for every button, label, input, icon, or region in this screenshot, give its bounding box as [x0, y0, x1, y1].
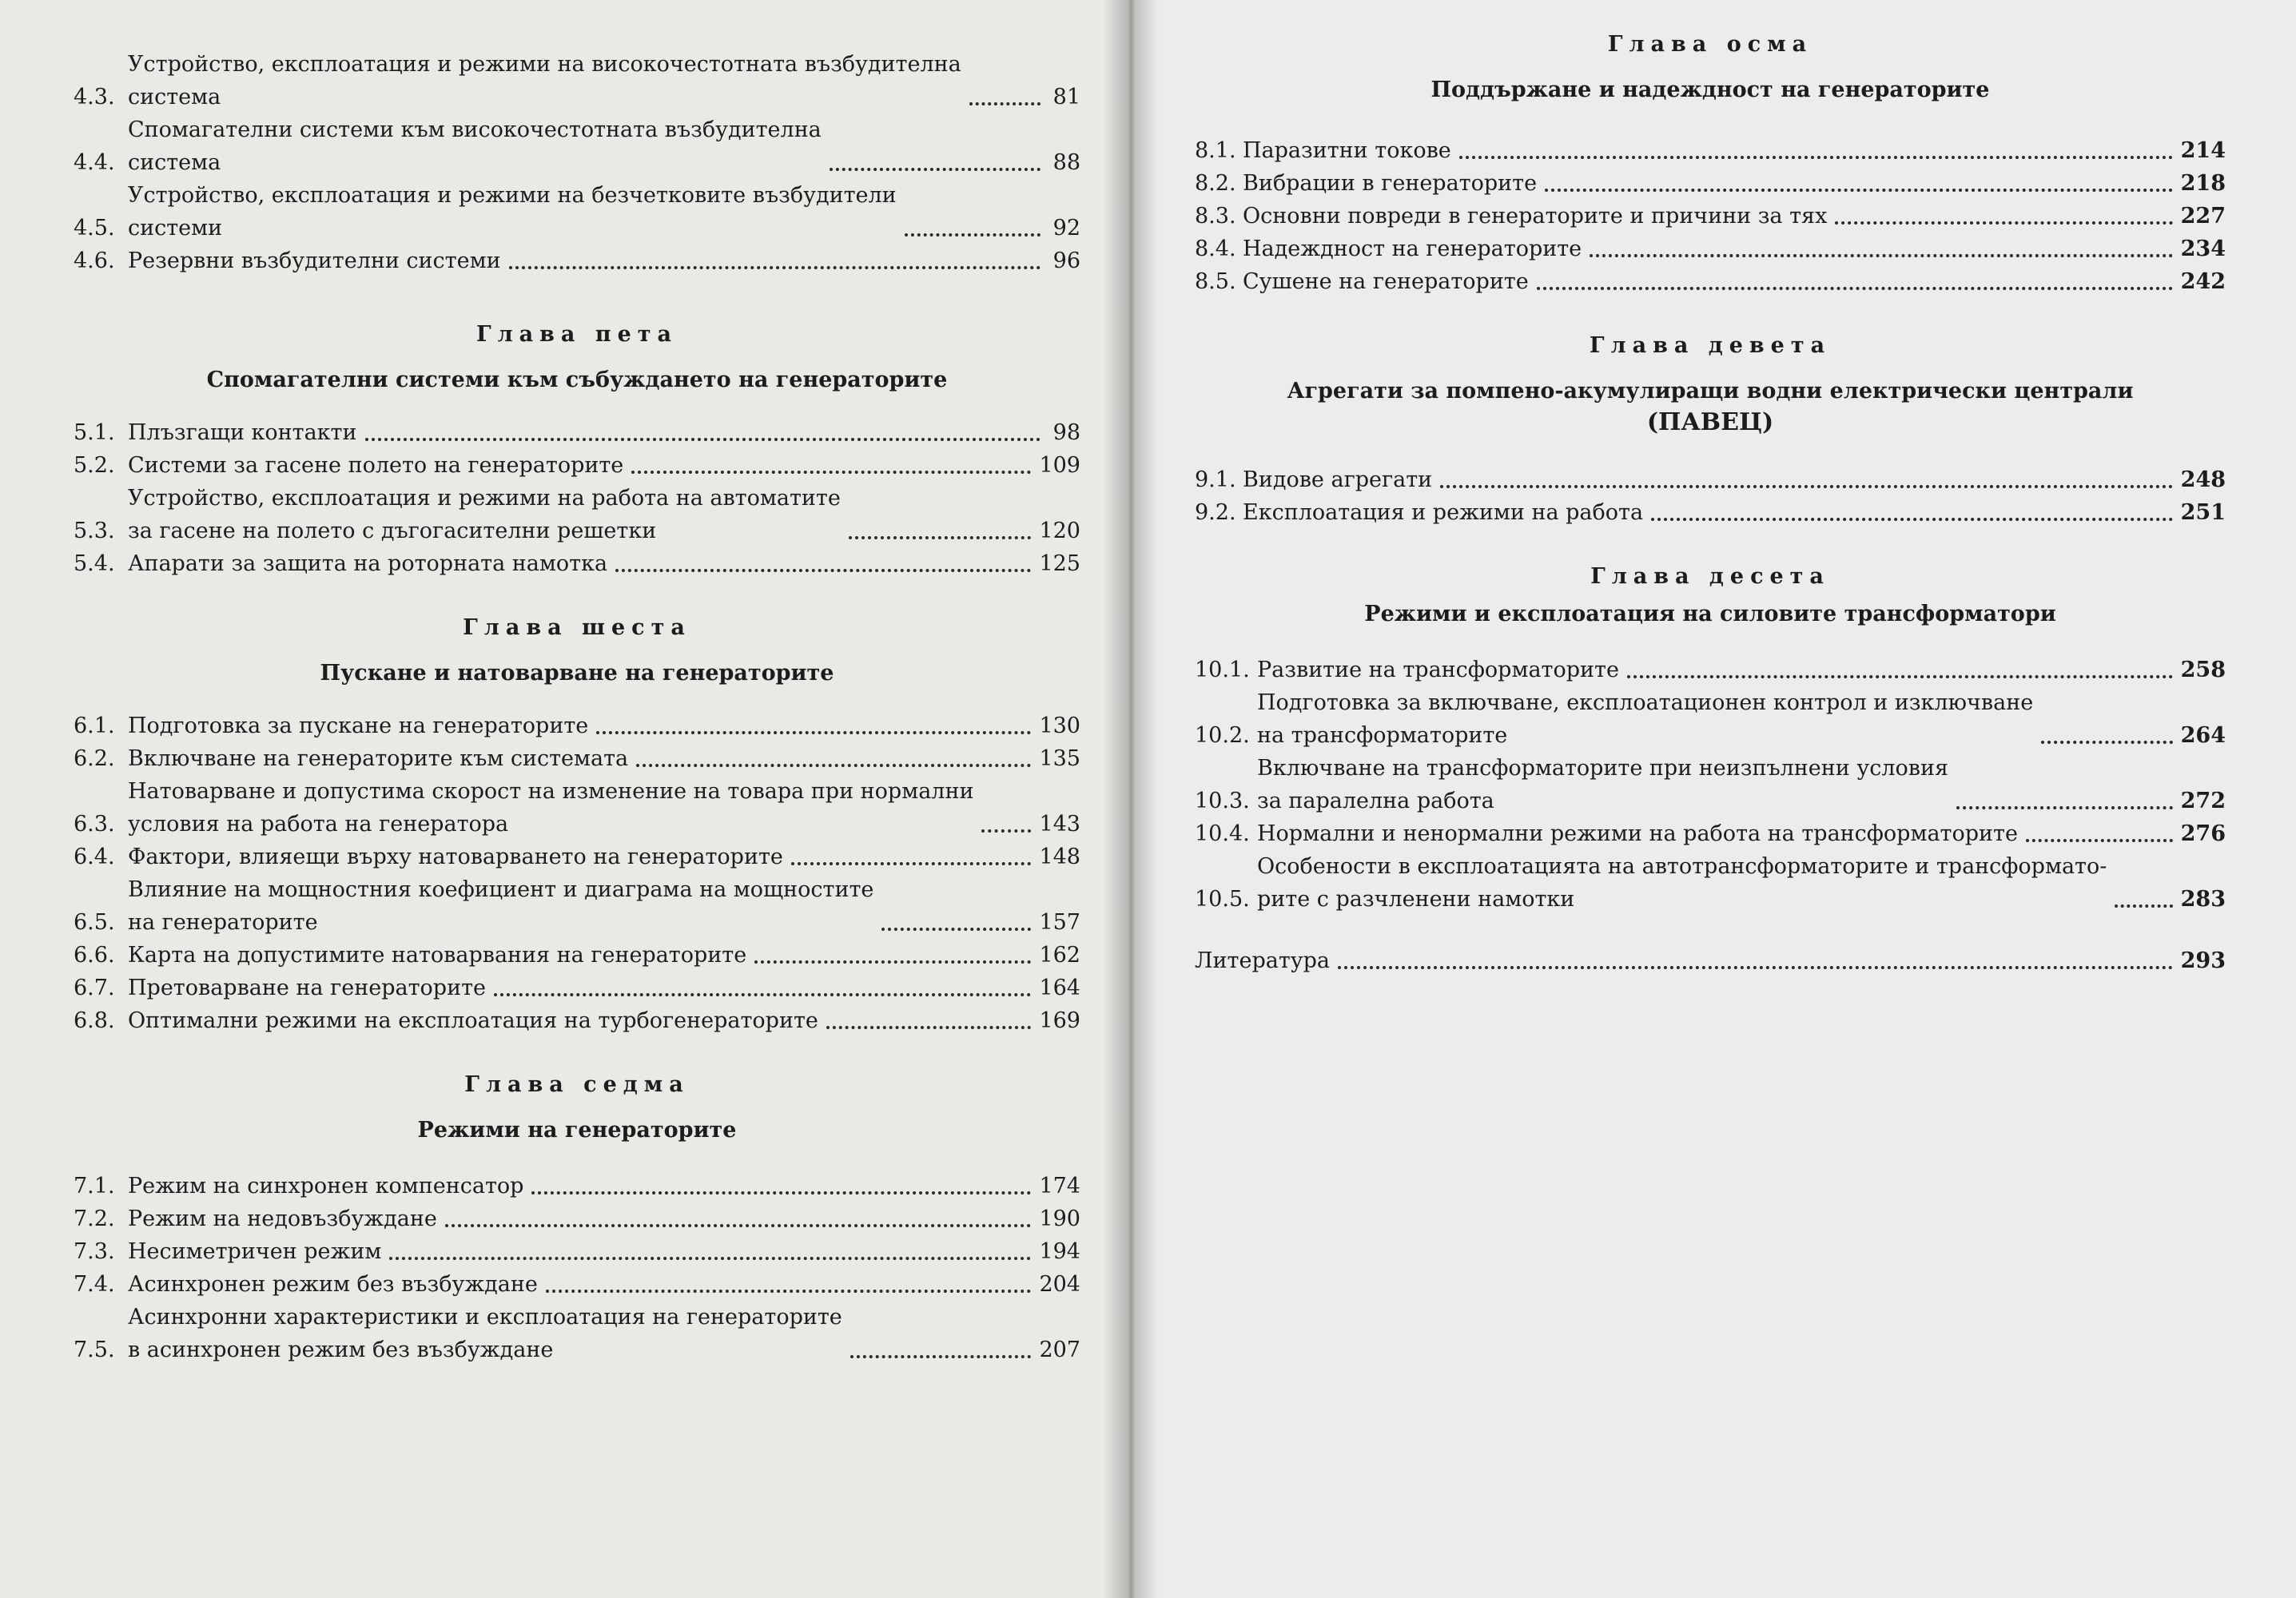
toc-entry-title — [1257, 850, 2107, 916]
chapter-entries — [1195, 654, 2226, 916]
toc-entry-number: 7.3. — [74, 1239, 115, 1264]
toc-entry — [74, 1004, 1080, 1037]
toc-entry-page: 92 — [1052, 216, 1080, 240]
dot-leader — [2115, 904, 2172, 908]
chapter-heading: Глава пета — [476, 322, 678, 347]
toc-entry-title-line: Особености в експлоатацията на автотрансформаторите и трансформато- — [1257, 854, 2107, 879]
toc-entry-page: 96 — [1052, 248, 1080, 273]
toc-entry-number: 6.8. — [74, 1008, 115, 1033]
toc-entry-number: 7.1. — [74, 1174, 115, 1198]
toc-entry — [74, 710, 1080, 742]
dot-leader — [1459, 156, 2173, 159]
toc-entry — [74, 873, 1080, 939]
toc-entry-title — [1243, 265, 1529, 298]
toc-entry — [74, 1170, 1080, 1202]
toc-entry — [74, 482, 1080, 547]
toc-entry-title-line: рите с разчленени намотки — [1257, 887, 1575, 912]
toc-entry-page: 143 — [1039, 812, 1080, 837]
toc-entry-number: 4.3. — [74, 85, 115, 109]
toc-entry — [74, 939, 1080, 972]
dot-leader — [1627, 675, 2173, 678]
toc-entry-page: 162 — [1039, 943, 1080, 968]
toc-entry-page: 293 — [2180, 948, 2226, 973]
toc-entry-number: 6.3. — [74, 812, 115, 837]
chapter-heading: Глава седма — [464, 1072, 690, 1097]
toc-entry-title-line: Вибрации в генераторите — [1243, 171, 1538, 196]
toc-entry-title — [128, 1301, 842, 1366]
toc-entry-page: 164 — [1039, 976, 1080, 1000]
chapter-entries — [1195, 463, 2226, 529]
dot-leader — [826, 1026, 1032, 1029]
toc-entry-page: 81 — [1052, 85, 1080, 109]
chapter-heading: Глава девета — [1589, 333, 1832, 358]
toc-entry-title-line: Сушене на генераторите — [1243, 269, 1529, 294]
dot-leader — [631, 471, 1031, 474]
toc-entry-number: 4.4. — [74, 150, 115, 175]
toc-entry-title-line: за гасене на полето с дъгогасителни решетки — [128, 519, 657, 543]
toc-entry-page: 125 — [1039, 551, 1080, 576]
toc-entry-number: 10.1. — [1195, 658, 1250, 682]
toc-entry-title-line: Подготовка за включване, експлоатационен контрол и изключване — [1257, 690, 2034, 715]
dot-leader — [849, 536, 1032, 539]
toc-entry-title-line: Системи за гасене полето на генераторите — [128, 453, 624, 478]
toc-entry-title — [128, 482, 841, 547]
dot-leader — [881, 928, 1031, 931]
toc-chapter8 — [1195, 32, 2226, 298]
chapter-title: Пускане и натоварване на генераторите — [320, 661, 834, 686]
right-page-content — [1195, 24, 2226, 977]
toc-entry-title — [128, 179, 897, 244]
toc-entry-number: 5.2. — [74, 453, 115, 478]
toc-entry-number: 10.3. — [1195, 789, 1250, 813]
toc-entry-number: 9.1. — [1195, 467, 1236, 492]
toc-entry-page: 258 — [2180, 658, 2226, 682]
dot-leader — [1440, 485, 2172, 488]
toc-entry-title — [128, 547, 607, 580]
toc-entry-title-line: Режим на синхронен компенсатор — [128, 1174, 524, 1198]
dot-leader — [445, 1224, 1032, 1227]
toc-entry-number: 8.1. — [1195, 138, 1236, 163]
toc-entry-title — [128, 775, 973, 841]
toc-entry-page: 264 — [2180, 723, 2226, 748]
chapter-entries — [74, 710, 1080, 1037]
toc-entry-title-line: Плъзгащи контакти — [128, 420, 357, 445]
toc-entry-title-line: Спомагателни системи към високочестотната възбудителна — [128, 117, 822, 142]
chapter-entries — [1195, 134, 2226, 298]
toc-entry-title-line: за паралелна работа — [1257, 789, 1494, 813]
toc-entry — [1195, 817, 2226, 850]
toc-entry-number: 4.6. — [74, 248, 115, 273]
toc-entry — [74, 972, 1080, 1004]
dot-leader — [981, 829, 1031, 833]
toc-entry — [74, 244, 1080, 277]
toc-entry-page: 207 — [1039, 1338, 1080, 1362]
dot-leader — [494, 993, 1031, 996]
toc-entry-page: 120 — [1039, 519, 1080, 543]
dot-leader — [546, 1290, 1032, 1293]
toc-entry-title-line: система — [128, 150, 221, 175]
toc-entry-page: 148 — [1039, 845, 1080, 869]
toc-entry-title-line: Устройство, експлоатация и режими на високочестотната възбудителна — [128, 52, 961, 77]
toc-entry-title — [128, 1235, 381, 1268]
dot-leader — [1651, 518, 2173, 521]
toc-entry-page: 194 — [1039, 1239, 1080, 1264]
toc-chapter10 — [1195, 564, 2226, 916]
toc-chapter7 — [74, 1072, 1080, 1366]
toc-chapter4-continued — [74, 48, 1080, 277]
toc-entry-title-line: Включване на трансформаторите при неизпълнени условия — [1257, 756, 1949, 781]
toc-entry-page: 190 — [1039, 1206, 1080, 1231]
toc-entry-number: 9.2. — [1195, 500, 1236, 525]
right-page — [1127, 0, 2296, 1598]
toc-entry-number: 10.4. — [1195, 821, 1250, 846]
toc-entry-number: 7.4. — [74, 1272, 115, 1297]
dot-leader — [389, 1257, 1031, 1260]
toc-entry-title-line: Влияние на мощностния коефициент и диаграма на мощностите — [128, 877, 874, 902]
toc-entry-title — [1243, 200, 1827, 233]
toc-entry-title-line: Подготовка за пускане на генераторите — [128, 714, 589, 738]
toc-entry-title-line: Устройство, експлоатация и режими на работа на автоматите — [128, 486, 841, 511]
toc-entry — [74, 416, 1080, 449]
toc-entry-title — [128, 1202, 437, 1235]
dot-leader — [509, 266, 1041, 269]
toc-entry-title-line: Претоварване на генераторите — [128, 976, 486, 1000]
toc-entry-title-line: Нормални и ненормални режими на работа на трансформаторите — [1257, 821, 2018, 846]
chapter-heading: Глава осма — [1607, 32, 1813, 57]
dot-leader — [1545, 189, 2173, 192]
toc-entry-title: Литература — [1195, 948, 1331, 973]
toc-entry-title — [1243, 496, 1643, 529]
toc-entry-title-line: на генераторите — [128, 910, 318, 935]
toc-entry-title-line: Основни повреди в генераторите и причини за тях — [1243, 204, 1828, 229]
toc-entry-number: 8.4. — [1195, 237, 1236, 261]
dot-leader — [636, 764, 1031, 767]
toc-entry-page: 276 — [2180, 821, 2226, 846]
dot-leader — [2026, 839, 2173, 842]
toc-entry-title-line: Несиметричен режим — [128, 1239, 382, 1264]
chapter-title-abbrev: (ПАВЕЦ) — [1646, 408, 1774, 436]
toc-entry-title — [128, 1004, 818, 1037]
chapter-heading: Глава шеста — [463, 615, 691, 640]
toc-entry-title — [1243, 167, 1537, 200]
toc-entry — [1195, 200, 2226, 233]
toc-entry-title — [128, 449, 623, 482]
dot-leader — [1537, 287, 2173, 290]
toc-entry-title — [1243, 463, 1432, 496]
toc-entry — [1195, 752, 2226, 817]
toc-entry-page: 214 — [2180, 138, 2226, 163]
toc-entry-title — [128, 1268, 538, 1301]
toc-entry — [1195, 167, 2226, 200]
toc-entry-title-line: система — [128, 85, 221, 109]
toc-entry-title-line: Експлоатация и режими на работа — [1243, 500, 1644, 525]
dot-leader — [830, 168, 1041, 171]
toc-entry-title-line: Асинхронен режим без възбуждане — [128, 1272, 538, 1297]
toc-entry-title-line: Натоварване и допустима скорост на изменение на товара при нормални — [128, 779, 974, 804]
toc-entry-title-line: Асинхронни характеристики и експлоатация на генераторите — [128, 1305, 842, 1330]
toc-entry-title — [1257, 654, 1619, 686]
toc-entry — [1195, 134, 2226, 167]
toc-chapter5 — [74, 322, 1080, 580]
toc-entry-title-line: Режим на недовъзбуждане — [128, 1206, 437, 1231]
toc-entry-title-line: Фактори, влияещи върху натоварването на генераторите — [128, 845, 783, 869]
toc-entry-number: 10.5. — [1195, 887, 1250, 912]
toc-literature — [1195, 944, 2226, 977]
toc-entry-title-line: Оптимални режими на експлоатация на турбогенераторите — [128, 1008, 818, 1033]
toc-entry — [74, 1235, 1080, 1268]
dot-leader — [791, 862, 1032, 865]
toc-entry-page: 169 — [1039, 1008, 1080, 1033]
toc-entry-title — [1257, 752, 1948, 817]
left-page-content — [74, 48, 1080, 1366]
toc-entry-number: 6.6. — [74, 943, 115, 968]
toc-entry-page: 157 — [1039, 910, 1080, 935]
toc-entry-number: 6.7. — [74, 976, 115, 1000]
dot-leader — [969, 102, 1041, 105]
toc-entry-page: 251 — [2180, 500, 2226, 525]
chapter-entries — [74, 416, 1080, 580]
toc-entry-page: 283 — [2180, 887, 2226, 912]
toc-entry-page: 234 — [2180, 237, 2226, 261]
toc-entry — [74, 841, 1080, 873]
toc-entry — [74, 1202, 1080, 1235]
toc-entry — [74, 113, 1080, 179]
dot-leader — [615, 569, 1031, 572]
toc-entry — [1195, 265, 2226, 298]
toc-entry-title — [1243, 233, 1582, 265]
chapter-entries — [74, 1170, 1080, 1366]
toc-entry-title — [128, 742, 628, 775]
dot-leader — [2041, 741, 2172, 744]
left-page — [0, 0, 1127, 1598]
toc-entry — [1195, 850, 2226, 916]
toc-entry-title — [128, 48, 961, 113]
toc-entry-page: 130 — [1039, 714, 1080, 738]
toc-entry-number: 6.2. — [74, 746, 115, 771]
toc-entry-page: 227 — [2180, 204, 2226, 229]
toc-entry-number: 6.4. — [74, 845, 115, 869]
dot-leader — [1956, 806, 2173, 809]
dot-leader — [850, 1355, 1032, 1358]
toc-entry — [74, 449, 1080, 482]
toc-entry-page: 204 — [1039, 1272, 1080, 1297]
toc-entry — [1195, 463, 2226, 496]
dot-leader — [754, 960, 1031, 964]
chapter-title: Режими на генераторите — [417, 1118, 737, 1143]
toc-entry-number: 7.2. — [74, 1206, 115, 1231]
toc-entry-number: 6.5. — [74, 910, 115, 935]
dot-leader — [905, 233, 1041, 237]
dot-leader — [365, 438, 1041, 441]
toc-entry-number: 4.5. — [74, 216, 115, 240]
dot-leader — [1338, 966, 2173, 969]
chapter-title: Режими и експлоатация на силовите трансформатори — [1364, 602, 2056, 626]
toc-entry-title — [128, 1170, 523, 1202]
toc-entry-title-line: Карта на допустимите натоварвания на генераторите — [128, 943, 747, 968]
toc-entry-page: 174 — [1039, 1174, 1080, 1198]
toc-entry-title — [128, 710, 588, 742]
toc-entry-number: 8.2. — [1195, 171, 1236, 196]
toc-entry — [1195, 496, 2226, 529]
toc-entry — [1195, 233, 2226, 265]
toc-entry — [1195, 686, 2226, 752]
toc-entry-title-line: Резервни възбудителни системи — [128, 248, 501, 273]
toc-entry-number: 7.5. — [74, 1338, 115, 1362]
dot-leader — [596, 731, 1031, 734]
toc-entry-title — [128, 244, 501, 277]
toc-entry-title-line: Включване на генераторите към системата — [128, 746, 629, 771]
toc-entry-number: 8.3. — [1195, 204, 1236, 229]
toc-entry — [74, 1268, 1080, 1301]
toc-entry — [74, 1301, 1080, 1366]
chapter-title: Поддържане и надеждност на генераторите — [1431, 78, 1990, 102]
chapter-title: Спомагателни системи към събуждането на генераторите — [206, 368, 948, 392]
toc-entry — [1195, 654, 2226, 686]
toc-entry-number: 5.4. — [74, 551, 115, 576]
toc-chapter9 — [1195, 333, 2226, 529]
toc-entry-title-line: в асинхронен режим без възбуждане — [128, 1338, 554, 1362]
toc-entry-page: 242 — [2180, 269, 2226, 294]
toc-entry-number: 8.5. — [1195, 269, 1236, 294]
toc-entry-title — [1257, 817, 2018, 850]
toc-entry-title-line: Развитие на трансформаторите — [1257, 658, 1619, 682]
toc-entry-page: 88 — [1052, 150, 1080, 175]
toc-chapter6 — [74, 615, 1080, 1037]
toc-entry-number: 5.1. — [74, 420, 115, 445]
toc-entry-title — [128, 416, 357, 449]
toc-entry — [74, 742, 1080, 775]
chapter-heading: Глава десета — [1590, 564, 1830, 589]
toc-entry-page: 109 — [1039, 453, 1080, 478]
toc-entry-title-line: на трансформаторите — [1257, 723, 1508, 748]
toc-entry-number: 6.1. — [74, 714, 115, 738]
toc-entry-title-line: Апарати за защита на роторната намотка — [128, 551, 608, 576]
dot-leader — [1835, 221, 2172, 225]
toc-entry-title-line: системи — [128, 216, 223, 240]
toc-entry-title-line: Видове агрегати — [1243, 467, 1433, 492]
toc-entry — [74, 179, 1080, 244]
dot-leader — [531, 1191, 1031, 1195]
toc-entry-page: 218 — [2180, 171, 2226, 196]
toc-entry — [74, 48, 1080, 113]
toc-entry-number: 10.2. — [1195, 723, 1250, 748]
toc-entry-title — [128, 841, 783, 873]
toc-entry-title — [128, 972, 486, 1004]
toc-entry-title-line: условия на работа на генератора — [128, 812, 509, 837]
toc-entry-page: 98 — [1052, 420, 1080, 445]
toc-entry-title — [128, 873, 873, 939]
dot-leader — [1590, 254, 2172, 257]
toc-entry-page: 272 — [2180, 789, 2226, 813]
toc-entry — [74, 547, 1080, 580]
chapter-title: Агрегати за помпено-акумулиращи водни електрически централи — [1287, 379, 2134, 403]
toc-entry-number: 5.3. — [74, 519, 115, 543]
toc-entry-title — [1243, 134, 1451, 167]
toc-entry-title-line: Устройство, експлоатация и режими на безчетковите възбудители — [128, 183, 897, 208]
toc-entry-page: 135 — [1039, 746, 1080, 771]
toc-entry-title-line: Надеждност на генераторите — [1243, 237, 1582, 261]
toc-entry-page: 248 — [2180, 467, 2226, 492]
toc-entry-title-line: Паразитни токове — [1243, 138, 1451, 163]
toc-entry-title — [1257, 686, 2033, 752]
toc-entry-title — [128, 113, 822, 179]
toc-entry-title — [128, 939, 746, 972]
toc-entry — [74, 775, 1080, 841]
